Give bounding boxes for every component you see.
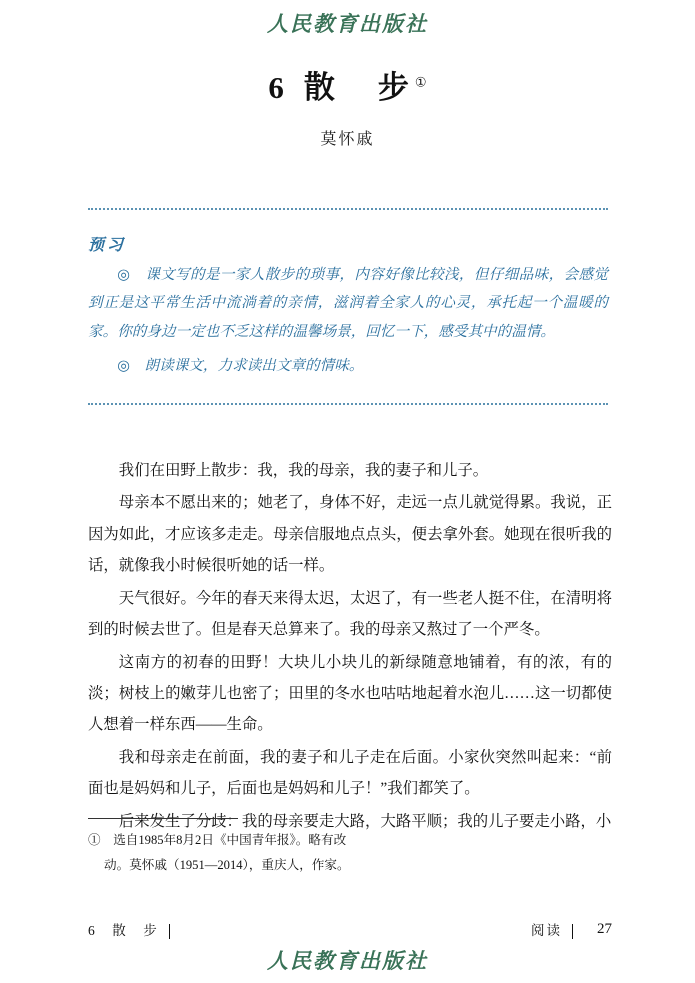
footer-section-label: 阅读 [531, 923, 562, 938]
body-paragraph: 我们在田野上散步：我，我的母亲，我的妻子和儿子。 [118, 462, 489, 479]
page-footer [88, 919, 612, 939]
preview-top-divider [88, 208, 608, 210]
author-name: 莫怀戚 [320, 131, 375, 148]
preview-item: ◎ 课文写的是一家人散步的琐事，内容好像比较浅，但仔细品味，会感觉到正是这平常生活中流淌着的亲情，滋润着全家人的心灵，承托起一个温暖的家。你的身边一定也不乏这样的温馨场景，回忆一下，感受其中的温情。 [88, 266, 608, 340]
footnote-section [88, 818, 612, 877]
footnote-line: ① 选自1985年8月2日《中国青年报》。略有改 [88, 833, 347, 847]
body-paragraph: 后来发生了分歧：我的母亲要走大路，大路平顺；我的儿子要走小路，小 [118, 812, 612, 830]
preview-heading: 预习 [88, 235, 127, 254]
body-paragraph: 天气很好。今年的春天来得太迟，太迟了，有一些老人挺不住，在清明将到的时候去世了。但是春天总算来了。我的母亲又熬过了一个严冬。 [88, 589, 612, 639]
preview-item: ◎ 朗读课文，力求读出文章的情味。 [117, 357, 364, 375]
lesson-body [88, 455, 612, 838]
footer-lesson-label: 6 散 步 [88, 923, 159, 938]
footnote-line: 动。莫怀戚（1951—2014），重庆人，作家。 [104, 857, 350, 872]
body-paragraph: 我和母亲走在前面，我的妻子和儿子走在后面。小家伙突然叫起来：“前面也是妈妈和儿子，后面也是妈妈和儿子！”我们都笑了。 [88, 748, 612, 798]
footnote-marker: ① [414, 74, 427, 90]
page-number: 27 [597, 920, 612, 937]
body-paragraph: 母亲本不愿出来的；她老了，身体不好，走远一点儿就觉得累。我说，正因为如此，才应该多走走。母亲信服地点点头，便去拿外套。她现在很听我的话，就像我小时候很听她的话一样。 [88, 494, 612, 575]
publisher-logo-top: 人民教育出版社 [267, 11, 428, 36]
footnote-text [88, 828, 612, 877]
body-paragraph: 这南方的初春的田野！大块儿小块儿的新绿随意地铺着，有的浓，有的淡；树枝上的嫩芽儿也密了；田里的冬水也咕咕地起着水泡儿……这一切都使人想着一样东西——生命。 [88, 653, 612, 734]
footer-divider-left [169, 924, 170, 939]
page-title [0, 62, 695, 107]
publisher-logo-bottom: 人民教育出版社 [267, 948, 428, 973]
footer-divider-right [572, 924, 573, 939]
preview-section [88, 208, 608, 405]
footnote-divider [88, 818, 238, 819]
preview-body [88, 261, 608, 381]
lesson-title: 散 步 [303, 70, 415, 105]
preview-bottom-divider [88, 403, 608, 405]
lesson-number: 6 [268, 70, 290, 105]
